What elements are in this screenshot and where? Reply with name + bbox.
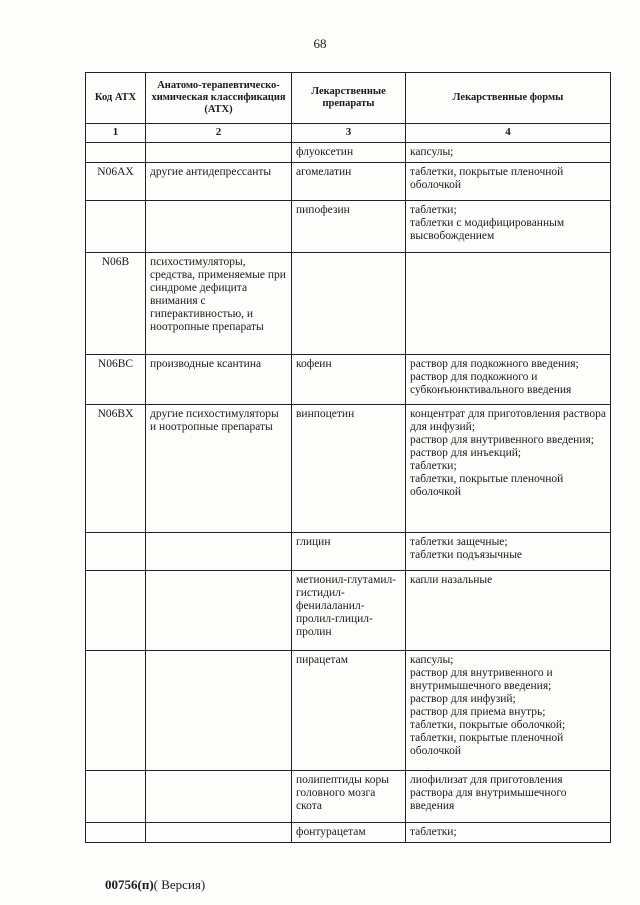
atc-code-cell	[86, 201, 146, 253]
drug-name-cell: агомелатин	[292, 163, 406, 201]
drug-name-cell: флуоксетин	[292, 143, 406, 163]
dosage-forms-cell: капли назальные	[406, 571, 611, 651]
atc-classification-cell	[146, 143, 292, 163]
atc-classification-cell	[146, 771, 292, 823]
header-drugs: Лекарственные препараты	[292, 73, 406, 124]
dosage-forms-cell: концентрат для приготовления раствора для инфузий; раствор для внутривенного введения; раствор для инъекций; таблетки; таблетки, покрытые пленочной оболочкой	[406, 405, 611, 533]
drug-name-cell: глицин	[292, 533, 406, 571]
atc-classification-cell	[146, 823, 292, 843]
table-row	[86, 571, 611, 651]
document-version: ( Версия)	[153, 877, 206, 892]
document-code: 00756(п)	[105, 877, 154, 892]
atc-table	[85, 72, 611, 843]
dosage-forms-cell: капсулы;	[406, 143, 611, 163]
table-row	[86, 405, 611, 533]
table-row	[86, 533, 611, 571]
atc-classification-cell	[146, 533, 292, 571]
atc-classification-cell: психостимуляторы, средства, применяемые при синдроме дефицита внимания с гиперактивностью, и ноотропные препараты	[146, 253, 292, 355]
table-row	[86, 771, 611, 823]
atc-classification-cell: производные ксантина	[146, 355, 292, 405]
atc-code-cell: N06AX	[86, 163, 146, 201]
dosage-forms-cell: таблетки, покрытые пленочной оболочкой	[406, 163, 611, 201]
atc-classification-cell	[146, 651, 292, 771]
atc-code-cell: N06BC	[86, 355, 146, 405]
atc-code-cell	[86, 823, 146, 843]
page-number: 68	[313, 36, 327, 51]
column-number: 1	[86, 124, 146, 143]
table-row	[86, 651, 611, 771]
column-number-row	[86, 124, 611, 143]
drug-name-cell: кофеин	[292, 355, 406, 405]
atc-code-cell	[86, 651, 146, 771]
table-header-row	[86, 73, 611, 124]
column-number: 3	[292, 124, 406, 143]
atc-code-cell: N06B	[86, 253, 146, 355]
drug-name-cell: полипептиды коры головного мозга скота	[292, 771, 406, 823]
footer	[105, 877, 205, 893]
dosage-forms-cell	[406, 253, 611, 355]
atc-code-cell	[86, 771, 146, 823]
table-row	[86, 201, 611, 253]
table-row	[86, 143, 611, 163]
atc-code-cell	[86, 143, 146, 163]
table-row	[86, 163, 611, 201]
atc-code-cell: N06BX	[86, 405, 146, 533]
drug-name-cell: пипофезин	[292, 201, 406, 253]
atc-classification-cell	[146, 571, 292, 651]
drug-name-cell: метионил-глутамил-гистидил-фенилаланил-пролил-глицил-пролин	[292, 571, 406, 651]
header-dosage-forms: Лекарственные формы	[406, 73, 611, 124]
column-number: 4	[406, 124, 611, 143]
table-row	[86, 355, 611, 405]
atc-classification-cell: другие психостимуляторы и ноотропные препараты	[146, 405, 292, 533]
drug-name-cell	[292, 253, 406, 355]
header-atc-code: Код АТХ	[86, 73, 146, 124]
dosage-forms-cell: таблетки; таблетки с модифицированным высвобождением	[406, 201, 611, 253]
atc-code-cell	[86, 533, 146, 571]
dosage-forms-cell: таблетки;	[406, 823, 611, 843]
dosage-forms-cell: капсулы; раствор для внутривенного и внутримышечного введения; раствор для инфузий; раствор для приема внутрь; таблетки, покрытые оболочкой; таблетки, покрытые пленочной оболочкой	[406, 651, 611, 771]
drug-name-cell: винпоцетин	[292, 405, 406, 533]
atc-code-cell	[86, 571, 146, 651]
table-body	[86, 143, 611, 843]
table-row	[86, 253, 611, 355]
atc-classification-cell	[146, 201, 292, 253]
drug-name-cell: фонтурацетам	[292, 823, 406, 843]
dosage-forms-cell: раствор для подкожного введения; раствор для подкожного и субконъюнктивального введения	[406, 355, 611, 405]
table-row	[86, 823, 611, 843]
header-atc-classification: Анатомо-терапевтическо-химическая классификация (АТХ)	[146, 73, 292, 124]
dosage-forms-cell: таблетки защечные; таблетки подъязычные	[406, 533, 611, 571]
dosage-forms-cell: лиофилизат для приготовления раствора для внутримышечного введения	[406, 771, 611, 823]
column-number: 2	[146, 124, 292, 143]
drug-name-cell: пирацетам	[292, 651, 406, 771]
atc-classification-cell: другие антидепрессанты	[146, 163, 292, 201]
